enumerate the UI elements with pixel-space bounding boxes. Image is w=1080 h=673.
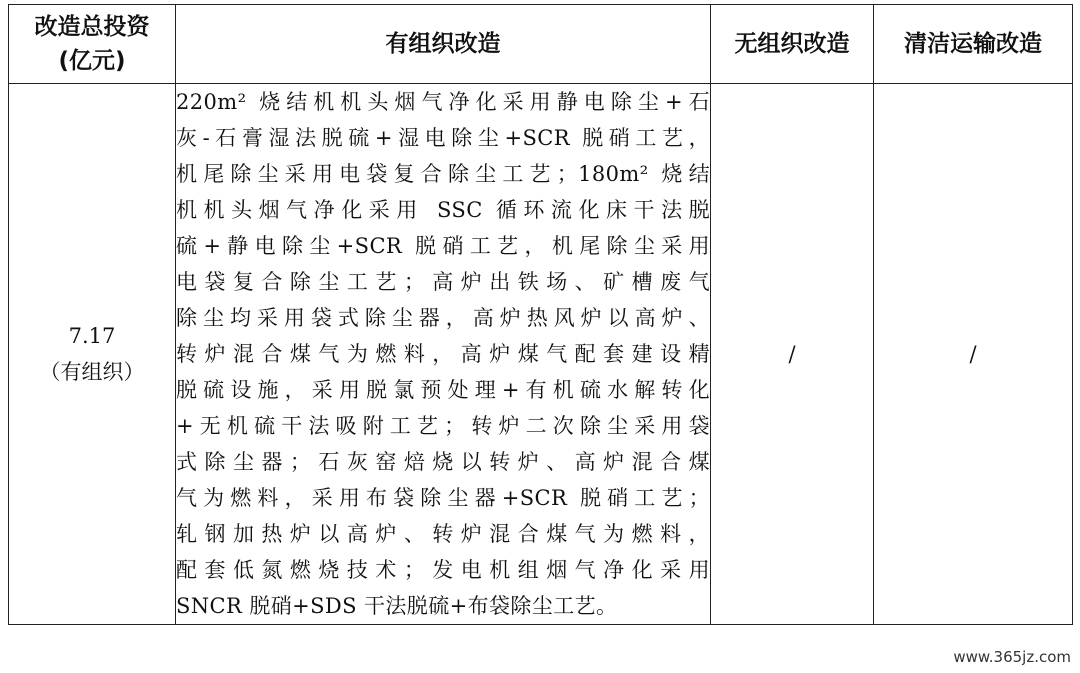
organized-line: 电袋复合除尘工艺；高炉出铁场、矿槽废气 <box>176 270 710 294</box>
organized-line: 机尾除尘采用电袋复合除尘工艺；180m² 烧结 <box>176 162 710 186</box>
organized-line: 轧钢加热炉以高炉、转炉混合煤气为燃料， <box>176 522 710 546</box>
investment-value: 7.17 <box>68 324 116 348</box>
organized-line: SNCR 脱硝+SDS 干法脱硫+布袋除尘工艺。 <box>176 594 618 618</box>
header-clean-transport: 清洁运输改造 <box>874 5 1073 84</box>
organized-line: 灰-石膏湿法脱硫+湿电除尘+SCR 脱硝工艺， <box>176 126 710 150</box>
renovation-table <box>8 4 1073 625</box>
unorganized-cell: / <box>711 84 874 625</box>
organized-line: 机机头烟气净化采用 SSC 循环流化床干法脱 <box>176 198 710 222</box>
header-investment <box>9 5 176 84</box>
table-row <box>9 84 1073 625</box>
site-watermark: www.365jz.com <box>950 647 1074 667</box>
organized-line: 转炉混合煤气为燃料，高炉煤气配套建设精 <box>176 342 710 366</box>
organized-line: 配套低氮燃烧技术；发电机组烟气净化采用 <box>176 558 710 582</box>
organized-line: 式除尘器；石灰窑焙烧以转炉、高炉混合煤 <box>176 450 710 474</box>
header-investment-line1: 改造总投资 <box>34 14 150 40</box>
investment-cell <box>9 84 176 625</box>
organized-line: 除尘均采用袋式除尘器，高炉热风炉以高炉、 <box>176 306 710 330</box>
header-unorganized: 无组织改造 <box>711 5 874 84</box>
organized-line: +无机硫干法吸附工艺；转炉二次除尘采用袋 <box>176 414 710 438</box>
organized-line: 脱硫设施，采用脱氯预处理+有机硫水解转化 <box>176 378 710 402</box>
clean-transport-cell: / <box>874 84 1073 625</box>
header-organized: 有组织改造 <box>176 5 711 84</box>
header-investment-line2: (亿元) <box>58 48 126 74</box>
organized-cell <box>176 84 711 625</box>
organized-line: 硫+静电除尘+SCR 脱硝工艺，机尾除尘采用 <box>176 234 710 258</box>
organized-line: 气为燃料，采用布袋除尘器+SCR 脱硝工艺； <box>176 486 710 510</box>
investment-note: （有组织） <box>39 360 145 384</box>
organized-line: 220m² 烧结机机头烟气净化采用静电除尘+石 <box>176 90 710 114</box>
header-row <box>9 5 1073 84</box>
